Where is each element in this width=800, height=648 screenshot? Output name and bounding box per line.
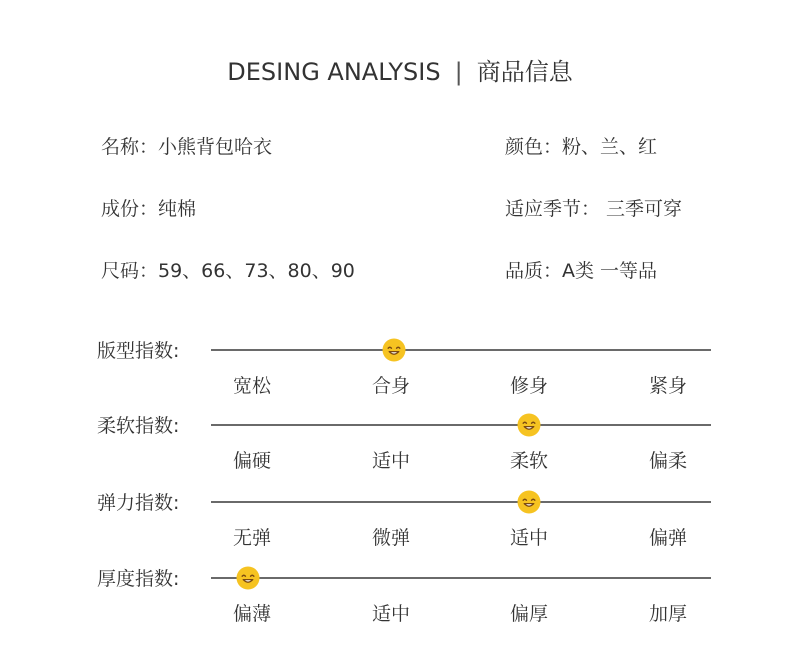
scale-option: 柔软 xyxy=(509,450,548,472)
page-header xyxy=(0,52,800,87)
scale-option: 适中 xyxy=(371,450,410,472)
scale-option: 紧身 xyxy=(648,375,687,397)
scale-option: 偏硬 xyxy=(232,450,271,472)
scale-track xyxy=(211,577,711,579)
scale-track xyxy=(211,501,711,503)
scale-option: 适中 xyxy=(509,527,548,549)
smiley-face-icon xyxy=(236,566,260,590)
scale-label: 厚度指数: xyxy=(97,568,180,590)
scale-option: 偏厚 xyxy=(509,603,548,625)
info-color: 颜色：粉、兰、红 xyxy=(505,136,658,158)
scale-option: 宽松 xyxy=(232,375,271,397)
scale-option: 偏薄 xyxy=(232,603,271,625)
scale-label: 版型指数: xyxy=(97,340,180,362)
scale-label: 柔软指数: xyxy=(97,415,180,437)
scale-option: 偏弹 xyxy=(648,527,687,549)
scale-label: 弹力指数: xyxy=(97,492,180,514)
smiley-face-icon xyxy=(517,490,541,514)
info-material: 成份：纯棉 xyxy=(101,198,197,220)
scale-track xyxy=(211,424,711,426)
smiley-face-icon xyxy=(517,413,541,437)
scale-option: 合身 xyxy=(371,375,410,397)
header-separator: | xyxy=(454,58,463,86)
scale-option: 偏柔 xyxy=(648,450,687,472)
scale-option: 无弹 xyxy=(232,527,271,549)
scale-option: 适中 xyxy=(371,603,410,625)
scale-option: 修身 xyxy=(509,375,548,397)
info-season: 适应季节： 三季可穿 xyxy=(505,198,683,220)
info-quality: 品质：A类 一等品 xyxy=(505,260,658,282)
scale-track xyxy=(211,349,711,351)
scale-option: 加厚 xyxy=(648,603,687,625)
info-size: 尺码：59、66、73、80、90 xyxy=(101,260,355,282)
header-title-en: DESING ANALYSIS xyxy=(227,58,441,86)
scale-option: 微弹 xyxy=(371,527,410,549)
header-title-cn: 商品信息 xyxy=(476,58,573,86)
info-name: 名称：小熊背包哈衣 xyxy=(101,136,273,158)
smiley-face-icon xyxy=(382,338,406,362)
